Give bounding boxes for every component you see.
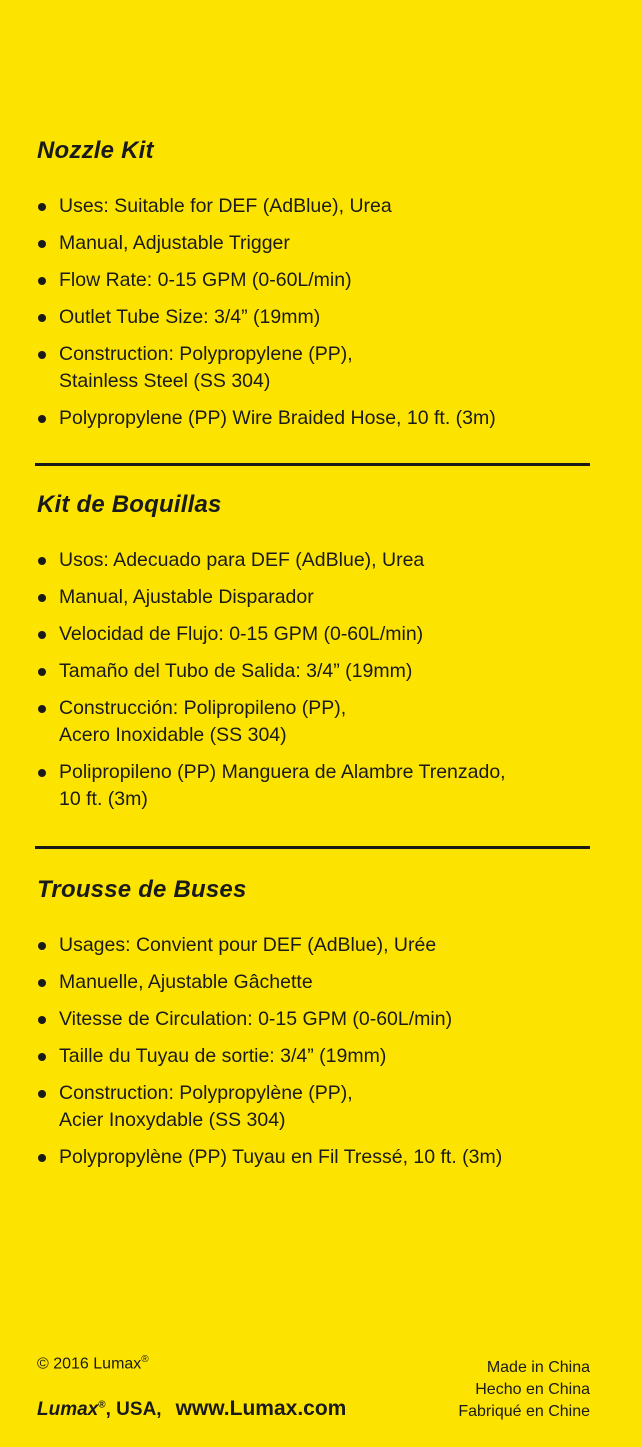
list-item: Manual, Ajustable Disparador xyxy=(37,584,592,611)
list-item: Manual, Adjustable Trigger xyxy=(37,230,592,257)
list-item: Taille du Tuyau de sortie: 3/4” (19mm) xyxy=(37,1043,592,1070)
bullet-icon xyxy=(38,314,46,322)
list-item: Tamaño del Tubo de Salida: 3/4” (19mm) xyxy=(37,658,592,685)
section-heading: Kit de Boquillas xyxy=(37,491,222,518)
list-item: Outlet Tube Size: 3/4” (19mm) xyxy=(37,304,592,331)
brand-logo: Lumax xyxy=(37,1399,99,1420)
list-item: Uses: Suitable for DEF (AdBlue), Urea xyxy=(37,193,592,220)
spec-list xyxy=(37,547,592,813)
section-divider xyxy=(35,846,590,849)
bullet-icon xyxy=(38,979,46,987)
list-item: Polypropylène (PP) Tuyau en Fil Tressé, 10 ft. (3m) xyxy=(37,1144,592,1171)
website-url: www.Lumax.com xyxy=(175,1397,347,1420)
bullet-icon xyxy=(38,351,46,359)
made-in-english: Made in China xyxy=(486,1359,590,1376)
bullet-icon xyxy=(38,240,46,248)
list-item: Usos: Adecuado para DEF (AdBlue), Urea xyxy=(37,547,592,574)
bullet-icon xyxy=(38,769,46,777)
bullet-icon xyxy=(38,277,46,285)
bullet-icon xyxy=(38,942,46,950)
list-item: Polypropylene (PP) Wire Braided Hose, 10 ft. (3m) xyxy=(37,405,592,432)
list-item: Polipropileno (PP) Manguera de Alambre Trenzado, 10 ft. (3m) xyxy=(37,759,592,813)
list-item: Construction: Polypropylène (PP), Acier Inoxydable (SS 304) xyxy=(37,1080,592,1134)
made-in-french: Fabriqué en Chine xyxy=(458,1403,590,1420)
section-spanish xyxy=(37,491,592,823)
bullet-icon xyxy=(38,1053,46,1061)
bullet-icon xyxy=(38,1154,46,1162)
bullet-icon xyxy=(38,705,46,713)
section-heading: Trousse de Buses xyxy=(37,876,247,903)
list-item: Flow Rate: 0-15 GPM (0-60L/min) xyxy=(37,267,592,294)
section-french xyxy=(37,876,592,1181)
list-item: Construction: Polypropylene (PP), Stainless Steel (SS 304) xyxy=(37,341,592,395)
bullet-icon xyxy=(38,1090,46,1098)
list-item: Velocidad de Flujo: 0-15 GPM (0-60L/min) xyxy=(37,621,592,648)
bullet-icon xyxy=(38,557,46,565)
section-english xyxy=(37,137,592,442)
copyright: © 2016 Lumax® xyxy=(37,1354,149,1373)
made-in-spanish: Hecho en China xyxy=(475,1381,590,1398)
bullet-icon xyxy=(38,631,46,639)
spec-list xyxy=(37,193,592,432)
list-item: Construcción: Polipropileno (PP), Acero Inoxidable (SS 304) xyxy=(37,695,592,749)
spec-list xyxy=(37,932,592,1171)
brand-line: Lumax®, USA, www.Lumax.com xyxy=(37,1397,347,1420)
list-item: Usages: Convient pour DEF (AdBlue), Urée xyxy=(37,932,592,959)
made-in-block xyxy=(458,1357,590,1423)
bullet-icon xyxy=(38,203,46,211)
bullet-icon xyxy=(38,415,46,423)
list-item: Manuelle, Ajustable Gâchette xyxy=(37,969,592,996)
bullet-icon xyxy=(38,668,46,676)
section-divider xyxy=(35,463,590,466)
bullet-icon xyxy=(38,1016,46,1024)
bullet-icon xyxy=(38,594,46,602)
section-heading: Nozzle Kit xyxy=(37,137,154,164)
list-item: Vitesse de Circulation: 0-15 GPM (0-60L/min) xyxy=(37,1006,592,1033)
